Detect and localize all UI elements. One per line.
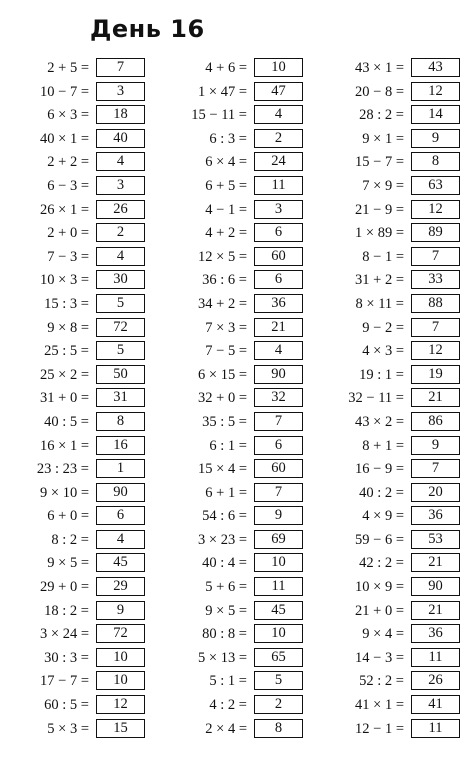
- problem-row: [158, 647, 308, 671]
- problem-expression: 8 × 11 =: [355, 295, 404, 312]
- answer-box: 16: [96, 436, 145, 455]
- problem-row: [315, 57, 465, 81]
- problem-expression: 3 × 24 =: [40, 626, 89, 643]
- answer-box: 90: [254, 365, 303, 384]
- problem-row: [315, 175, 465, 199]
- problem-expression: 43 × 1 =: [355, 60, 404, 76]
- answer-box: 2: [254, 129, 303, 148]
- problem-expression: 2 + 0 =: [47, 225, 89, 242]
- problem-row: [158, 293, 308, 317]
- problem-row: [158, 387, 308, 411]
- answer-box: 11: [254, 176, 303, 195]
- problem-expression: 12 − 1 =: [355, 720, 404, 737]
- answer-box: 10: [96, 648, 145, 667]
- answer-box: 3: [254, 200, 303, 219]
- answer-box: 11: [254, 577, 303, 596]
- problem-row: [158, 694, 308, 718]
- answer-box: 20: [411, 483, 460, 502]
- problem-row: [158, 576, 308, 600]
- problem-expression: 8 : 2 =: [51, 531, 89, 548]
- answer-box: 8: [411, 152, 460, 171]
- answer-box: 5: [254, 671, 303, 690]
- problem-row: [158, 718, 308, 742]
- answer-box: 5: [96, 341, 145, 360]
- answer-box: 26: [96, 200, 145, 219]
- answer-box: 45: [96, 553, 145, 572]
- problem-row: [158, 435, 308, 459]
- problem-expression: 43 × 2 =: [355, 413, 404, 430]
- problem-expression: 40 × 1 =: [40, 130, 89, 147]
- problem-expression: 40 : 5 =: [44, 413, 89, 430]
- answer-box: 9: [411, 129, 460, 148]
- problem-row: [315, 718, 465, 742]
- answer-box: 19: [411, 365, 460, 384]
- answer-box: 21: [411, 553, 460, 572]
- answer-box: 9: [254, 506, 303, 525]
- answer-box: 2: [254, 695, 303, 714]
- answer-box: 4: [254, 341, 303, 360]
- problem-row: [158, 81, 308, 105]
- problem-row: [158, 623, 308, 647]
- answer-box: 63: [411, 176, 460, 195]
- problem-row: [315, 293, 465, 317]
- problem-expression: 15 : 3 =: [44, 295, 89, 312]
- answer-box: 47: [254, 82, 303, 101]
- answer-box: 60: [254, 459, 303, 478]
- answer-box: 4: [96, 247, 145, 266]
- problem-row: [315, 411, 465, 435]
- problem-expression: 2 + 2 =: [47, 154, 89, 171]
- problem-expression: 34 + 2 =: [198, 295, 247, 312]
- problem-row: [0, 222, 150, 246]
- problem-row: [315, 128, 465, 152]
- answer-box: 41: [411, 695, 460, 714]
- answer-box: 45: [254, 601, 303, 620]
- problem-row: [315, 482, 465, 506]
- answer-box: 2: [96, 223, 145, 242]
- problem-expression: 4 : 2 =: [209, 697, 247, 714]
- problem-expression: 40 : 4 =: [202, 555, 247, 572]
- problem-expression: 20 − 8 =: [355, 83, 404, 100]
- problem-row: [158, 269, 308, 293]
- problem-expression: 6 : 1 =: [209, 437, 247, 454]
- answer-box: 11: [411, 648, 460, 667]
- problem-row: [315, 505, 465, 529]
- problem-expression: 15 × 4 =: [198, 461, 247, 478]
- problem-row: [0, 482, 150, 506]
- problem-row: [158, 552, 308, 576]
- problem-expression: 15 − 11 =: [191, 107, 247, 124]
- answer-box: 7: [96, 58, 145, 77]
- problem-row: [315, 458, 465, 482]
- problem-row: [0, 387, 150, 411]
- problem-expression: 4 − 1 =: [205, 201, 247, 218]
- answer-box: 10: [254, 624, 303, 643]
- problem-expression: 9 × 1 =: [362, 130, 404, 147]
- problem-expression: 32 + 0 =: [198, 390, 247, 407]
- problem-expression: 9 × 8 =: [47, 319, 89, 336]
- problem-expression: 35 : 5 =: [202, 413, 247, 430]
- problem-row: [0, 694, 150, 718]
- problem-expression: 10 × 3 =: [40, 272, 89, 289]
- answer-box: 1: [96, 459, 145, 478]
- problem-row: [158, 151, 308, 175]
- problem-expression: 1 × 47 =: [198, 83, 247, 100]
- problem-expression: 59 − 6 =: [355, 531, 404, 548]
- problem-row: [315, 387, 465, 411]
- problem-expression: 6 + 1 =: [205, 484, 247, 501]
- problem-row: [315, 576, 465, 600]
- problem-row: [0, 647, 150, 671]
- answer-box: 15: [96, 719, 145, 738]
- problem-row: [0, 435, 150, 459]
- problem-expression: 9 × 4 =: [362, 626, 404, 643]
- answer-box: 12: [411, 200, 460, 219]
- problem-row: [315, 151, 465, 175]
- answer-box: 10: [96, 671, 145, 690]
- answer-box: 88: [411, 294, 460, 313]
- problem-row: [0, 529, 150, 553]
- answer-box: 40: [96, 129, 145, 148]
- problem-expression: 2 × 4 =: [205, 720, 247, 737]
- answer-box: 50: [96, 365, 145, 384]
- answer-box: 6: [254, 223, 303, 242]
- problem-row: [158, 482, 308, 506]
- problem-expression: 10 × 9 =: [355, 579, 404, 596]
- problem-expression: 30 : 3 =: [44, 649, 89, 666]
- answer-box: 65: [254, 648, 303, 667]
- answer-box: 29: [96, 577, 145, 596]
- problem-expression: 4 + 2 =: [205, 225, 247, 242]
- problem-row: [158, 104, 308, 128]
- problem-row: [315, 623, 465, 647]
- answer-box: 33: [411, 270, 460, 289]
- problem-expression: 7 − 5 =: [205, 343, 247, 360]
- problem-expression: 32 − 11 =: [348, 390, 404, 407]
- answer-box: 31: [96, 388, 145, 407]
- answer-box: 36: [411, 624, 460, 643]
- problem-row: [0, 576, 150, 600]
- problem-expression: 52 : 2 =: [359, 673, 404, 690]
- problem-expression: 5 × 13 =: [198, 649, 247, 666]
- problem-row: [315, 104, 465, 128]
- problem-row: [315, 670, 465, 694]
- answer-box: 7: [254, 412, 303, 431]
- problem-row: [0, 505, 150, 529]
- problem-row: [158, 600, 308, 624]
- problem-expression: 60 : 5 =: [44, 697, 89, 714]
- problem-expression: 17 − 7 =: [40, 673, 89, 690]
- problem-expression: 8 − 1 =: [362, 248, 404, 265]
- problem-expression: 9 × 10 =: [40, 484, 89, 501]
- problem-expression: 40 : 2 =: [359, 484, 404, 501]
- answer-box: 36: [254, 294, 303, 313]
- problem-expression: 6 + 5 =: [205, 177, 247, 194]
- problem-row: [158, 128, 308, 152]
- problem-expression: 4 + 6 =: [205, 60, 247, 76]
- answer-box: 11: [411, 719, 460, 738]
- answer-box: 69: [254, 530, 303, 549]
- problem-row: [0, 269, 150, 293]
- problem-expression: 6 × 4 =: [205, 154, 247, 171]
- answer-box: 89: [411, 223, 460, 242]
- answer-box: 4: [96, 530, 145, 549]
- problem-row: [158, 57, 308, 81]
- problem-expression: 5 × 3 =: [47, 720, 89, 737]
- answer-box: 21: [411, 388, 460, 407]
- problem-expression: 7 × 3 =: [205, 319, 247, 336]
- answer-box: 4: [254, 105, 303, 124]
- problem-row: [158, 222, 308, 246]
- answer-box: 12: [411, 82, 460, 101]
- answer-box: 60: [254, 247, 303, 266]
- answer-box: 3: [96, 82, 145, 101]
- problem-expression: 9 × 5 =: [205, 602, 247, 619]
- problem-expression: 31 + 2 =: [355, 272, 404, 289]
- problem-row: [0, 718, 150, 742]
- problem-row: [0, 57, 150, 81]
- problem-expression: 19 : 1 =: [359, 366, 404, 383]
- problem-expression: 25 : 5 =: [44, 343, 89, 360]
- problem-expression: 25 × 2 =: [40, 366, 89, 383]
- problem-expression: 10 − 7 =: [40, 83, 89, 100]
- problem-row: [158, 505, 308, 529]
- problem-row: [158, 364, 308, 388]
- problem-expression: 31 + 0 =: [40, 390, 89, 407]
- problem-row: [0, 458, 150, 482]
- problem-expression: 41 × 1 =: [355, 697, 404, 714]
- answer-box: 32: [254, 388, 303, 407]
- answer-box: 7: [254, 483, 303, 502]
- problem-row: [0, 600, 150, 624]
- problem-row: [0, 81, 150, 105]
- page-title: День 16: [90, 15, 205, 43]
- answer-box: 26: [411, 671, 460, 690]
- problem-row: [315, 81, 465, 105]
- problem-row: [158, 175, 308, 199]
- answer-box: 12: [96, 695, 145, 714]
- answer-box: 72: [96, 624, 145, 643]
- problem-row: [158, 317, 308, 341]
- problem-row: [315, 222, 465, 246]
- problem-row: [0, 364, 150, 388]
- problem-column-1: [0, 57, 150, 741]
- answer-box: 7: [411, 459, 460, 478]
- problem-row: [0, 151, 150, 175]
- answer-box: 10: [254, 58, 303, 77]
- problem-expression: 26 × 1 =: [40, 201, 89, 218]
- answer-box: 21: [411, 601, 460, 620]
- problem-expression: 21 + 0 =: [355, 602, 404, 619]
- answer-box: 36: [411, 506, 460, 525]
- problem-expression: 18 : 2 =: [44, 602, 89, 619]
- answer-box: 90: [411, 577, 460, 596]
- problem-column-2: [158, 57, 308, 741]
- answer-box: 90: [96, 483, 145, 502]
- answer-box: 72: [96, 318, 145, 337]
- problem-expression: 2 + 5 =: [47, 60, 89, 76]
- problem-row: [158, 529, 308, 553]
- answer-box: 86: [411, 412, 460, 431]
- answer-box: 6: [96, 506, 145, 525]
- answer-box: 5: [96, 294, 145, 313]
- problem-expression: 28 : 2 =: [359, 107, 404, 124]
- problem-row: [315, 552, 465, 576]
- problem-expression: 9 × 5 =: [47, 555, 89, 572]
- problem-row: [0, 175, 150, 199]
- answer-box: 9: [411, 436, 460, 455]
- problem-expression: 23 : 23 =: [36, 461, 89, 478]
- answer-box: 10: [254, 553, 303, 572]
- problem-row: [0, 293, 150, 317]
- problem-row: [0, 317, 150, 341]
- answer-box: 6: [254, 436, 303, 455]
- problem-row: [0, 623, 150, 647]
- problem-expression: 6 − 3 =: [47, 177, 89, 194]
- problem-expression: 3 × 23 =: [198, 531, 247, 548]
- answer-box: 12: [411, 341, 460, 360]
- problem-expression: 7 − 3 =: [47, 248, 89, 265]
- problem-expression: 16 × 1 =: [40, 437, 89, 454]
- problem-expression: 6 : 3 =: [209, 130, 247, 147]
- problem-expression: 9 − 2 =: [362, 319, 404, 336]
- problem-row: [315, 647, 465, 671]
- problem-expression: 21 − 9 =: [355, 201, 404, 218]
- problem-row: [315, 529, 465, 553]
- answer-box: 43: [411, 58, 460, 77]
- problem-row: [315, 600, 465, 624]
- problem-expression: 1 × 89 =: [355, 225, 404, 242]
- problem-row: [0, 340, 150, 364]
- problem-row: [315, 364, 465, 388]
- problem-row: [158, 246, 308, 270]
- problem-row: [315, 317, 465, 341]
- answer-box: 3: [96, 176, 145, 195]
- problem-row: [0, 104, 150, 128]
- answer-box: 7: [411, 318, 460, 337]
- answer-box: 14: [411, 105, 460, 124]
- problem-expression: 5 + 6 =: [205, 579, 247, 596]
- problem-row: [158, 458, 308, 482]
- problem-row: [0, 246, 150, 270]
- answer-box: 7: [411, 247, 460, 266]
- problem-row: [315, 694, 465, 718]
- problem-expression: 6 + 0 =: [47, 508, 89, 525]
- problem-row: [315, 199, 465, 223]
- problem-row: [158, 670, 308, 694]
- problem-expression: 8 + 1 =: [362, 437, 404, 454]
- answer-box: 6: [254, 270, 303, 289]
- problem-expression: 42 : 2 =: [359, 555, 404, 572]
- answer-box: 9: [96, 601, 145, 620]
- problem-row: [0, 199, 150, 223]
- problem-row: [158, 199, 308, 223]
- problem-row: [0, 128, 150, 152]
- problem-row: [0, 552, 150, 576]
- problem-row: [315, 435, 465, 459]
- problem-expression: 12 × 5 =: [198, 248, 247, 265]
- problem-expression: 14 − 3 =: [355, 649, 404, 666]
- answer-box: 24: [254, 152, 303, 171]
- problem-expression: 5 : 1 =: [209, 673, 247, 690]
- answer-box: 30: [96, 270, 145, 289]
- problem-expression: 7 × 9 =: [362, 177, 404, 194]
- problem-column-3: [315, 57, 465, 741]
- problem-expression: 36 : 6 =: [202, 272, 247, 289]
- problem-row: [315, 340, 465, 364]
- problem-row: [158, 340, 308, 364]
- problem-expression: 16 − 9 =: [355, 461, 404, 478]
- problem-row: [158, 411, 308, 435]
- answer-box: 53: [411, 530, 460, 549]
- answer-box: 4: [96, 152, 145, 171]
- problem-expression: 4 × 3 =: [362, 343, 404, 360]
- problem-expression: 6 × 15 =: [198, 366, 247, 383]
- problem-expression: 80 : 8 =: [202, 626, 247, 643]
- answer-box: 8: [254, 719, 303, 738]
- problem-expression: 54 : 6 =: [202, 508, 247, 525]
- problem-row: [0, 411, 150, 435]
- problem-expression: 15 − 7 =: [355, 154, 404, 171]
- problem-row: [315, 269, 465, 293]
- problem-row: [0, 670, 150, 694]
- problem-row: [315, 246, 465, 270]
- problem-expression: 29 + 0 =: [40, 579, 89, 596]
- answer-box: 8: [96, 412, 145, 431]
- problem-expression: 6 × 3 =: [47, 107, 89, 124]
- problem-expression: 4 × 9 =: [362, 508, 404, 525]
- answer-box: 21: [254, 318, 303, 337]
- answer-box: 18: [96, 105, 145, 124]
